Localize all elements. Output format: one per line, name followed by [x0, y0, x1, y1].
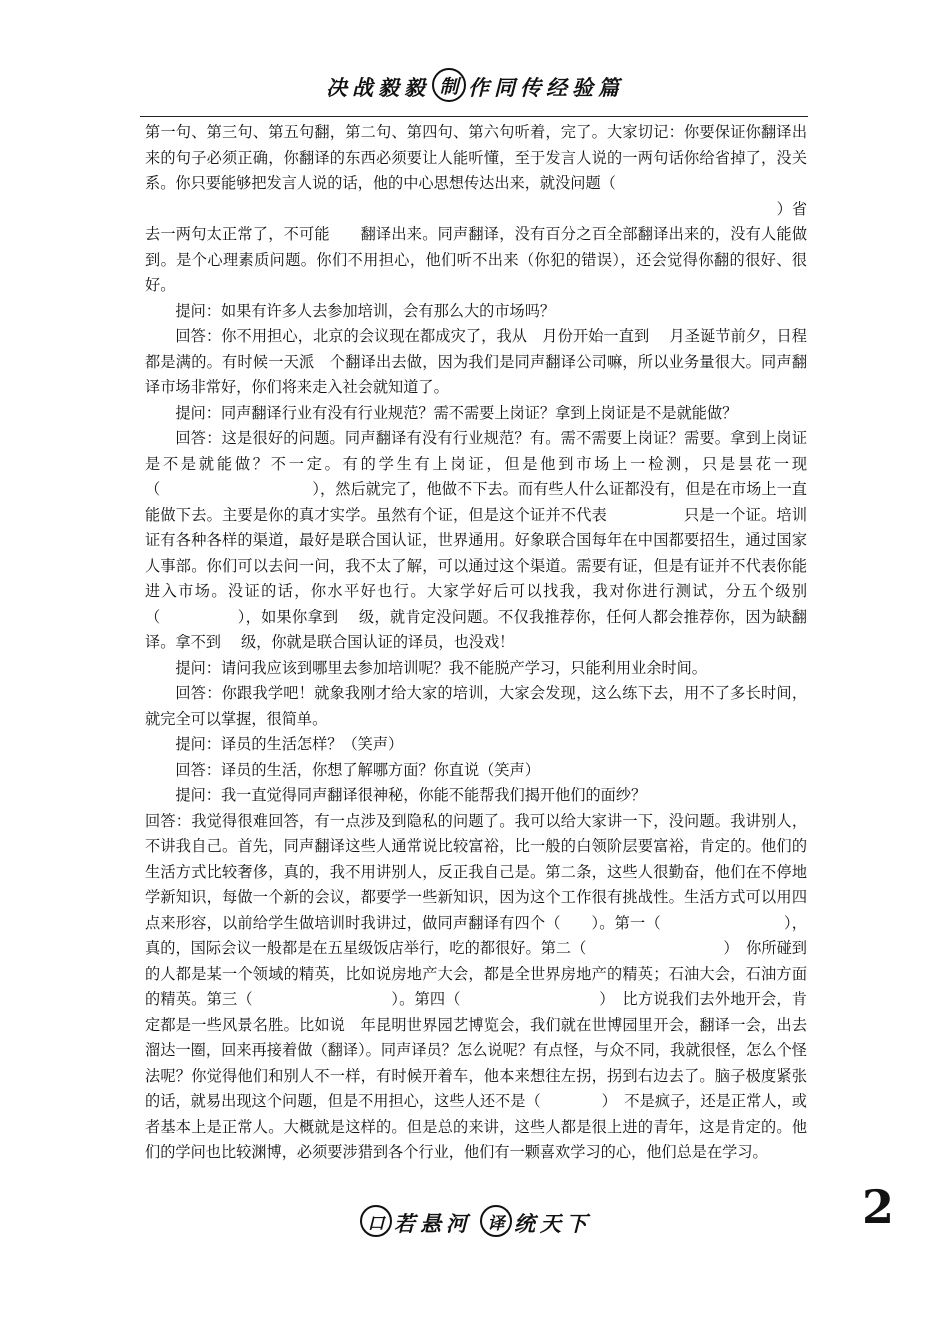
page-header: [0, 70, 950, 104]
footer-slogan-part2: 统天下: [514, 1212, 592, 1236]
header-divider: [140, 116, 808, 117]
footer-circle-mark-2: [480, 1205, 512, 1237]
footer-slogan: [358, 1207, 592, 1239]
body-paragraph: 回答：译员的生活，你想了解哪方面？你直说（笑声）: [175, 760, 540, 779]
footer-slogan-part1: 若悬河: [394, 1212, 472, 1236]
body-paragraph: 去一两句太正常了，不可能 翻译出来。同声翻译，没有百分之百全部翻译出来的，没有人能做到。是个心理素质问题。你们不用担心，他们听不出来（你犯的错误），还会觉得你翻的很好、很好。: [145, 225, 807, 294]
header-title: [326, 70, 624, 104]
body-paragraph: 回答：你不用担心，北京的会议现在都成灾了，我从 月份开始一直到 月圣诞节前夕，日程都是满的。有时候一天派 个翻译出去做，因为我们是同声翻译公司嘛，所以业务量很大。同声翻译市场非常好，你们将来走入社会就知道了。: [145, 327, 807, 396]
body-paragraph: 提问：如果有许多人去参加培训，会有那么大的市场吗？: [175, 301, 556, 320]
page-number: 2: [862, 1180, 895, 1234]
header-circle-mark: [432, 68, 466, 102]
body-paragraph: 提问：同声翻译行业有没有行业规范？需不需要上岗证？拿到上岗证是不是就能做？: [175, 403, 738, 422]
header-title-part2: 作同传经验篇: [468, 76, 624, 100]
body-paragraph: 提问：请问我应该到哪里去参加培训呢？我不能脱产学习，只能利用业余时间。: [175, 658, 707, 677]
footer-circled-char-1: 口: [367, 1213, 385, 1234]
body-paragraph: 回答：我觉得很难回答，有一点涉及到隐私的问题了。我可以给大家讲一下，没问题。我讲别人，不讲我自己。首先，同声翻译这些人通常说比较富裕，比一般的白领阶层要富裕，肯定的。他们的生活方式比较奢侈，真的，我不用讲别人，反正我自己是。第二条，这些人很勤奋，他们在不停地学新知识，每做一个新的会议，都要学一些新知识，因为这个工作很有挑战性。生活方式可以用四点来形容，以前给学生做培训时我讲过，做同声翻译有四个（ ）。第一（ ），真的，国际会议一般都是在五星级饭店举行，吃的都很好。第二（ ） 你所碰到的人都是某一个领域的精英，比如说房地产大会，都是全世界房地产的精英；石油大会，石油方面的精英。第三（ ）。第四（ ） 比方说我们去外地开会，肯定都是一些风景名胜。比如说 年昆明世界园艺博览会，我们就在世博园里开会，翻译一会，出去溜达一圈，回来再接着做（翻译）。同声译员？怎么说呢？有点怪，与众不同，我就很怪，怎么个怪法呢？你觉得他们和别人不一样，有时候开着车，他本来想往左拐，拐到右边去了。脑子极度紧张的话，就易出现这个问题，但是不用担心，这些人还不是（ ） 不是疯子，还是正常人，或者基本上是正常人。大概就是这样的。但是总的来讲，这些人都是很上进的青年，这是肯定的。他们的学问也比较渊博，必须要涉猎到各个行业，他们有一颗喜欢学习的心，他们总是在学习。: [145, 811, 807, 1161]
body-paragraph: 回答：这是很好的问题。同声翻译有没有行业规范？有。需不需要上岗证？需要。拿到上岗证是不是就能做？不一定。有的学生有上岗证，但是他到市场上一检测，只是昙花一现（ ），然后就完了，他做不下去。而有些人什么证都没有，但是在市场上一直能做下去。主要是你的真才实学。虽然有个证，但是这个证并不代表 只是一个证。培训证有各种各样的渠道，最好是联合国认证，世界通用。好象联合国每年在中国都要招生，通过国家人事部。你们可以去问一问，我不太了解，可以通过这个渠道。需要有证，但是有证并不代表你能进入市场。没证的话，你水平好也行。大家学好后可以找我，我对你进行测试，分五个级别（ ），如果你拿到 级，就肯定没问题。不仅我推荐你，任何人都会推荐你，因为缺翻译。拿不到 级，你就是联合国认证的译员，也没戏！: [145, 429, 807, 651]
body-paragraph: ）省: [776, 199, 807, 218]
page-footer: [0, 1207, 950, 1239]
footer-circle-mark-1: [360, 1205, 392, 1237]
body-paragraph: 第一句、第三句、第五句翻，第二句、第四句、第六句听着，完了。大家切记：你要保证你翻译出来的句子必须正确，你翻译的东西必须要让人能听懂，至于发言人说的一两句话你给省掉了，没关系。你只要能够把发言人说的话，他的中心思想传达出来，就没问题（: [145, 123, 807, 192]
footer-circled-char-2: 译: [487, 1213, 505, 1234]
header-title-circled-char: 制: [439, 75, 459, 98]
body-paragraph: 提问：我一直觉得同声翻译很神秘，你能不能帮我们揭开他们的面纱？: [175, 786, 647, 804]
body-paragraph: 回答：你跟我学吧！就象我刚才给大家的培训，大家会发现，这么练下去，用不了多长时间，就完全可以掌握，很简单。: [145, 684, 807, 728]
header-title-part1: 决战毅毅: [326, 76, 430, 100]
document-body: [145, 120, 807, 1166]
body-paragraph: 提问：译员的生活怎样？（笑声）: [175, 735, 404, 753]
